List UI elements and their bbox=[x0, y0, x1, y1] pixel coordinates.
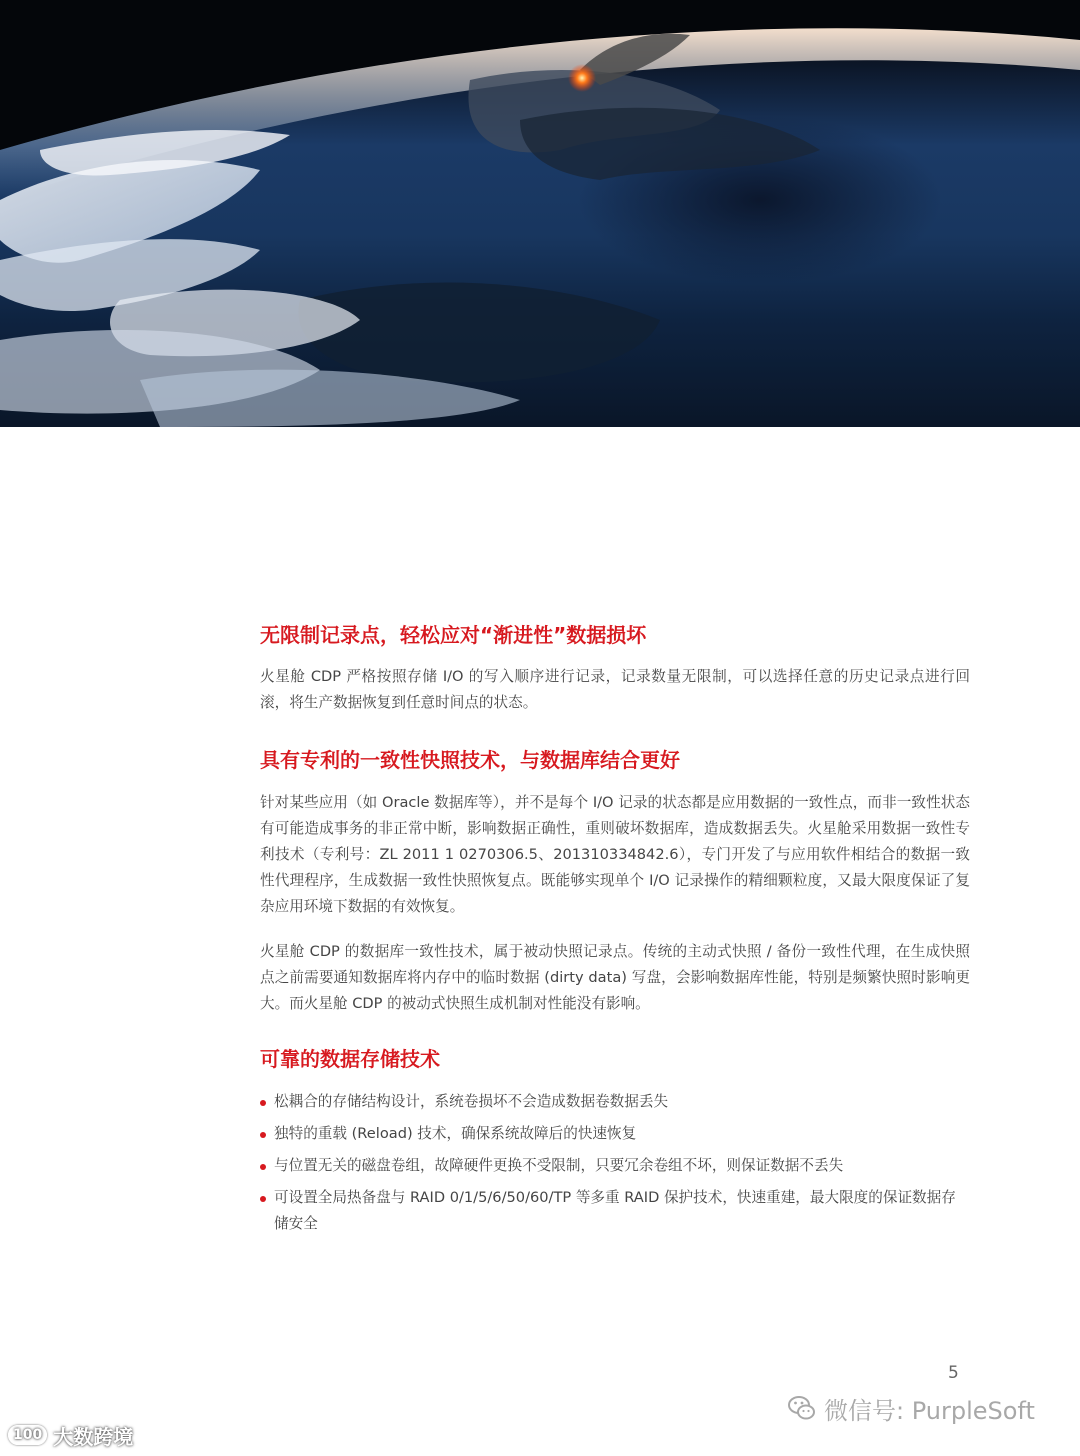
section-title-unlimited-recovery: 无限制记录点，轻松应对“渐进性”数据损坏 bbox=[260, 623, 647, 647]
corner-logo-text: 大数跨境 bbox=[53, 1424, 134, 1449]
wechat-watermark bbox=[786, 1390, 1035, 1426]
corner-logo bbox=[8, 1420, 133, 1450]
watermark-text: 微信号: PurpleSoft bbox=[824, 1396, 1035, 1425]
list-item-text: 独特的重载 (Reload) 技术，确保系统故障后的快速恢复 bbox=[274, 1125, 637, 1142]
bullet-dot-icon bbox=[260, 1100, 266, 1106]
hero-image bbox=[0, 0, 1080, 427]
bullet-dot-icon bbox=[260, 1164, 266, 1170]
paragraph-consistency-snapshot-1: 针对某些应用（如 Oracle 数据库等），并不是每个 I/O 记录的状态都是应用数据的一致性点，而非一致性状态有可能造成事务的非正常中断，影响数据正确性，重则破坏数据库，造成数据丢失。火星舱采用数据一致性专利技术（专利号：ZL 2011 1 0270306.5、201310334842.6），专门开发了与应用软件相结合的数据一致性代理程序，生成数据一致性快照恢复点。既能够实现单个 I/O 记录操作的精细颗粒度，又最大限度保证了复杂应用环境下数据的有效恢复。 bbox=[260, 794, 970, 915]
list-item-text: 可设置全局热备盘与 RAID 0/1/5/6/50/60/TP 等多重 RAID 保护技术，快速重建，最大限度的保证数据存储安全 bbox=[274, 1189, 956, 1232]
reliable-storage-list bbox=[260, 1089, 970, 1243]
corner-logo-mark: 100 bbox=[8, 1425, 47, 1445]
paragraph-consistency-snapshot-2: 火星舱 CDP 的数据库一致性技术，属于被动快照记录点。传统的主动式快照 / 备份一致性代理，在生成快照点之前需要通知数据库将内存中的临时数据 (dirty data) 写盘，会影响数据库性能，特别是频繁快照时影响更大。而火星舱 CDP 的被动式快照生成机制对性能没有影响。 bbox=[260, 943, 970, 1012]
list-item-text: 松耦合的存储结构设计，系统卷损坏不会造成数据卷数据丢失 bbox=[274, 1093, 669, 1110]
section-title-consistency-snapshot: 具有专利的一致性快照技术，与数据库结合更好 bbox=[260, 748, 680, 772]
list-item bbox=[260, 1153, 970, 1179]
bullet-dot-icon bbox=[260, 1196, 266, 1202]
wechat-icon bbox=[786, 1392, 818, 1424]
list-item bbox=[260, 1089, 970, 1115]
page-number: 5 bbox=[948, 1363, 959, 1383]
list-item-text: 与位置无关的磁盘卷组，故障硬件更换不受限制，只要冗余卷组不坏，则保证数据不丢失 bbox=[274, 1157, 844, 1174]
section-title-reliable-storage: 可靠的数据存储技术 bbox=[260, 1047, 440, 1071]
list-item bbox=[260, 1121, 970, 1147]
list-item bbox=[260, 1185, 970, 1237]
paragraph-unlimited-recovery: 火星舱 CDP 严格按照存储 I/O 的写入顺序进行记录，记录数量无限制，可以选择任意的历史记录点进行回滚，将生产数据恢复到任意时间点的状态。 bbox=[260, 668, 970, 711]
bullet-dot-icon bbox=[260, 1132, 266, 1138]
earth-illustration bbox=[0, 0, 1080, 427]
